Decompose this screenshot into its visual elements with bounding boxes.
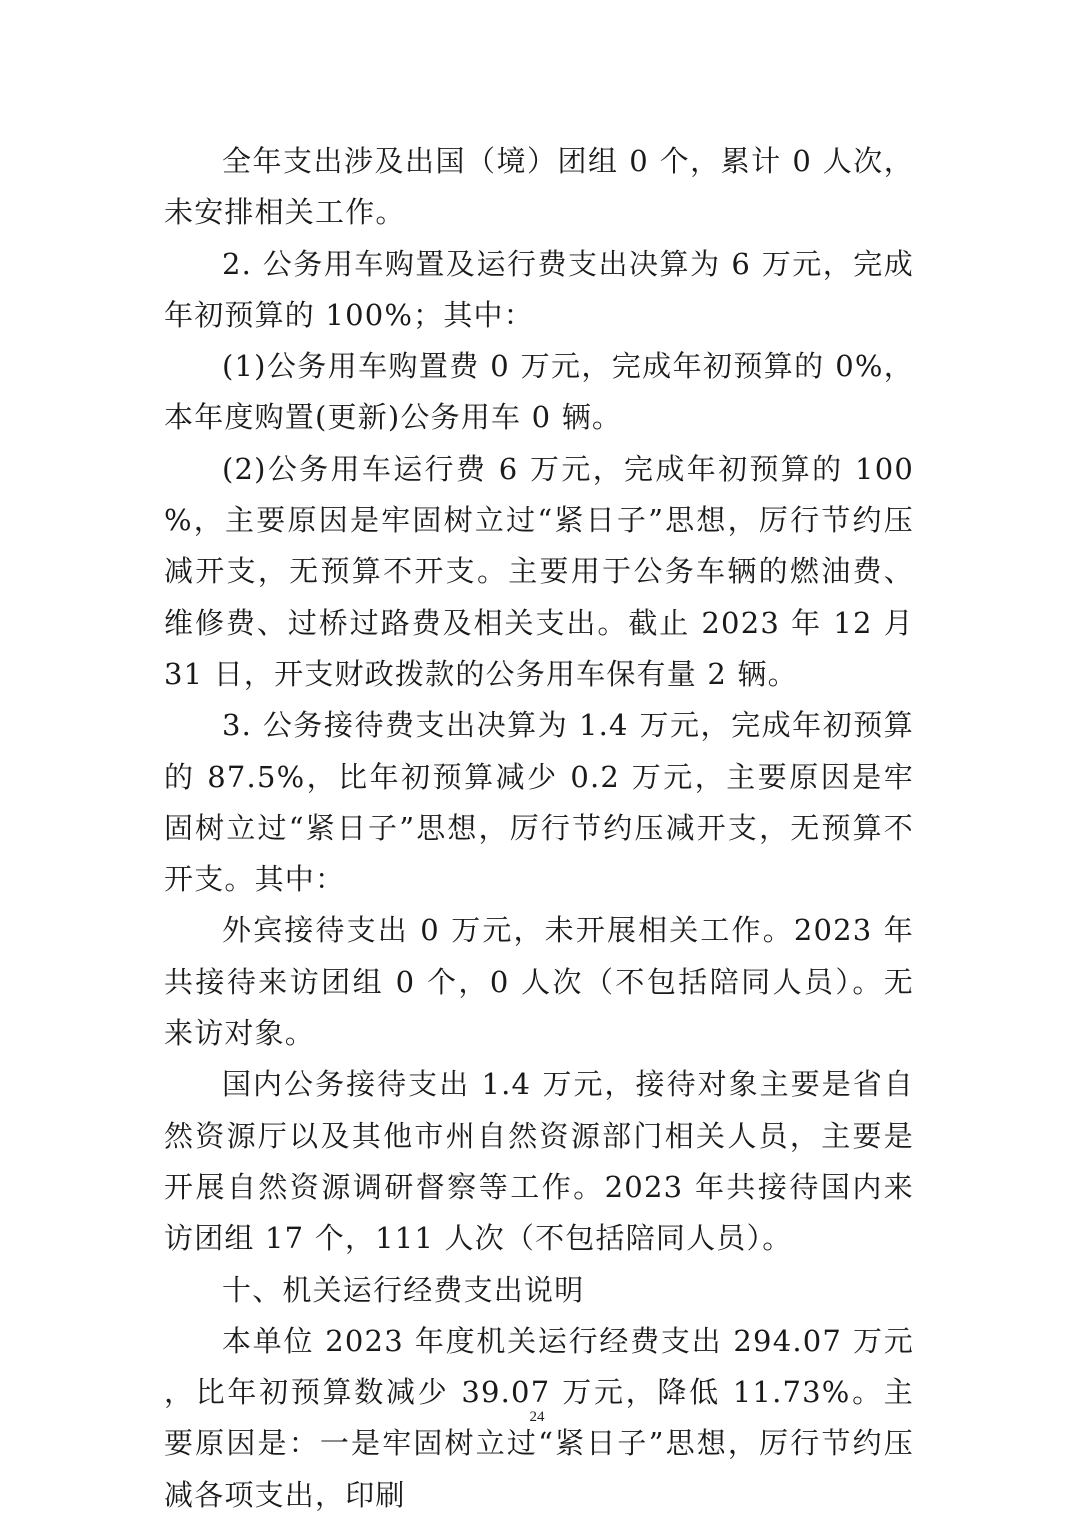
paragraph-domestic-reception: 国内公务接待支出 1.4 万元，接待对象主要是省自然资源厅以及其他市州自然资源部门相关人员，主要是开展自然资源调研督察等工作。2023 年共接待国内来访团组 17 个，111 人次（不包括陪同人员）。: [164, 1067, 914, 1256]
page-number: 24: [529, 1409, 545, 1425]
document-body: [164, 136, 914, 1521]
paragraph-vehicle-operation: (2)公务用车运行费 6 万元，完成年初预算的 100%，主要原因是牢固树立过“紧日子”思想，厉行节约压减开支，无预算不开支。主要用于公务车辆的燃油费、维修费、过桥过路费及相关支出。截止 2023 年 12 月 31 日，开支财政拨款的公务用车保有量 2 辆。: [164, 451, 914, 691]
paragraph-vehicle-expenses: 2. 公务用车购置及运行费支出决算为 6 万元，完成年初预算的 100%；其中：: [164, 246, 914, 332]
paragraph-foreign-reception: 外宾接待支出 0 万元，未开展相关工作。2023 年共接待来访团组 0 个，0 人次（不包括陪同人员）。无来访对象。: [164, 913, 914, 1051]
paragraph-reception-expenses: 3. 公务接待费支出决算为 1.4 万元，完成年初预算的 87.5%，比年初预算减少 0.2 万元，主要原因是牢固树立过“紧日子”思想，厉行节约压减开支，无预算不开支。其中：: [164, 708, 914, 897]
paragraph-vehicle-purchase: (1)公务用车购置费 0 万元，完成年初预算的 0%，本年度购置(更新)公务用车 0 辆。: [164, 349, 914, 435]
section-heading: 十、机关运行经费支出说明: [222, 1272, 585, 1307]
paragraph-overseas-travel: 全年支出涉及出国（境）团组 0 个，累计 0 人次，未安排相关工作。: [164, 144, 914, 230]
paragraph-operating-expenses: 本单位 2023 年度机关运行经费支出 294.07 万元，比年初预算数减少 39.07 万元，降低 11.73%。主要原因是：一是牢固树立过“紧日子”思想，厉行节约压减各项支出，印刷: [164, 1323, 914, 1512]
